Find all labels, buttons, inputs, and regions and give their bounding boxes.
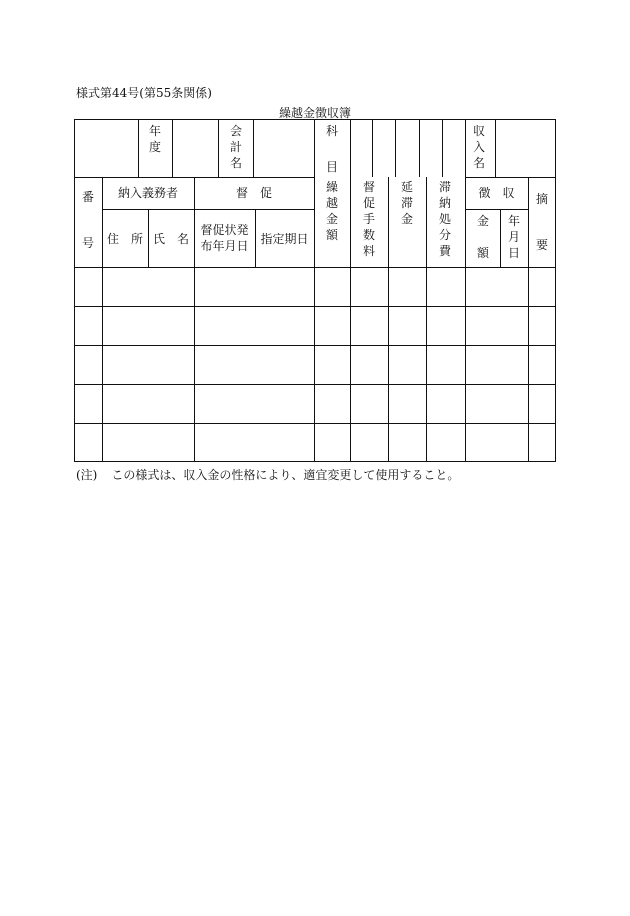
number-header: 番 号 <box>81 190 94 250</box>
usage-note <box>76 466 459 483</box>
reminder-fee-header: 督 促 手 数 料 <box>362 180 375 258</box>
form-number-caption: 様式第44号(第55条関係) <box>76 86 212 100</box>
ledger-table <box>74 119 556 462</box>
collection-header: 徴 収 <box>478 186 515 200</box>
carried-amount-header: 繰 越 金 額 <box>325 180 338 242</box>
address-header: 住 所 <box>106 232 143 246</box>
note-text: この様式は、収入金の性格により、適宜変更して使用すること。 <box>111 468 460 482</box>
note-prefix: (注) <box>76 468 98 482</box>
name-header: 氏 名 <box>152 232 189 246</box>
subject-label: 科 目 <box>325 124 338 174</box>
income-name-label: 収 入 名 <box>472 124 485 170</box>
collection-date-header: 年 月 日 <box>507 214 520 260</box>
account-name-label: 会 計 名 <box>229 124 242 170</box>
remarks-header: 摘 要 <box>535 192 548 252</box>
reminder-issue-date-header: 督促状発 布年月日 <box>200 223 249 253</box>
ledger-title: 繰越金徴収簿 <box>278 106 351 120</box>
designated-date-header: 指定期日 <box>260 232 309 246</box>
taxpayer-header: 納入義務者 <box>117 186 178 200</box>
delinquency-fee-header: 滞 納 処 分 費 <box>438 180 451 258</box>
reminder-header: 督 促 <box>235 186 272 200</box>
late-charge-header: 延 滞 金 <box>400 180 413 226</box>
year-label: 年 度 <box>148 124 161 154</box>
collection-amount-header: 金 額 <box>476 214 489 260</box>
